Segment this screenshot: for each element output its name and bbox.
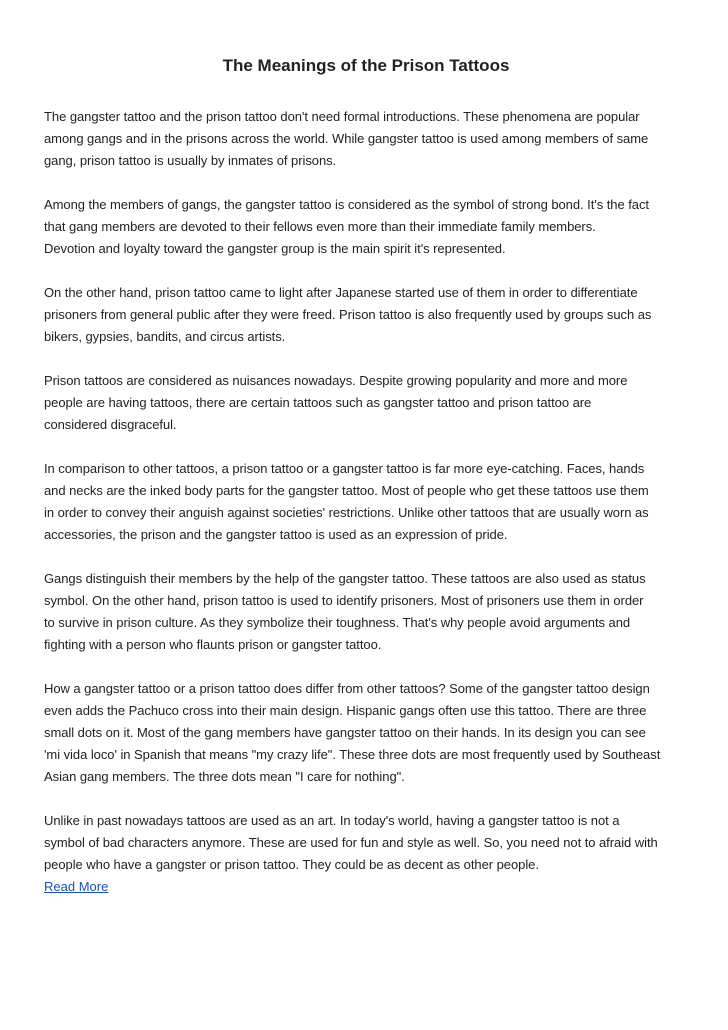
paragraph-gang-bond: Among the members of gangs, the gangster tattoo is considered as the symbol of strong bond. It's the fact that gang members are devoted to their fellows even more than their immediate family members. Devotion and loyalty toward the gangster group is the main spirit it's represented. (44, 197, 649, 256)
document-title: The Meanings of the Prison Tattoos (222, 56, 510, 75)
paragraph-intro: The gangster tattoo and the prison tattoo don't need formal introductions. These phenomena are popular among gangs and in the prisons across the world. While gangster tattoo is used among members of same gang, prison tattoo is usually by inmates of prisons. (44, 109, 649, 168)
document-page (44, 54, 686, 898)
paragraph-art: Unlike in past nowadays tattoos are used as an art. In today's world, having a gangster tattoo is not a symbol of bad characters anymore. These are used for fun and style as well. So, you need not to afraid with people who have a gangster or prison tattoo. They could be as decent as other people. (44, 813, 658, 872)
paragraph-prison-origin: On the other hand, prison tattoo came to light after Japanese started use of them in order to differentiate prisoners from general public after they were freed. Prison tattoo is also frequently used by groups such as bikers, gypsies, bandits, and circus artists. (44, 285, 652, 344)
read-more-link[interactable]: Read More (44, 879, 109, 894)
paragraph-difference: How a gangster tattoo or a prison tattoo does differ from other tattoos? Some of the gangster tattoo design even adds the Pachuco cross into their main design. Hispanic gangs often use this tattoo. There are three small dots on it. Most of the gang members have gangster tattoo on their hands. In its design you can see 'mi vida loco' in Spanish that means "my crazy life". These three dots are most frequently used by Southeast Asian gang members. The three dots mean "I care for nothing". (44, 681, 661, 784)
paragraph-nuisance: Prison tattoos are considered as nuisances nowadays. Despite growing popularity and more and more people are having tattoos, there are certain tattoos such as gangster tattoo and prison tattoo are considered disgraceful. (44, 373, 628, 432)
paragraph-status-symbol: Gangs distinguish their members by the help of the gangster tattoo. These tattoos are also used as status symbol. On the other hand, prison tattoo is used to identify prisoners. Most of prisoners use them in order to survive in prison culture. As they symbolize their toughness. That's why people avoid arguments and fighting with a person who flaunts prison or gangster tattoo. (44, 571, 646, 652)
paragraph-comparison: In comparison to other tattoos, a prison tattoo or a gangster tattoo is far more eye-catching. Faces, hands and necks are the inked body parts for the gangster tattoo. Most of people who get these tattoos use them in order to convey their anguish against societies' restrictions. Unlike other tattoos that are usually worn as accessories, the prison and the gangster tattoo is used as an expression of pride. (44, 461, 649, 542)
